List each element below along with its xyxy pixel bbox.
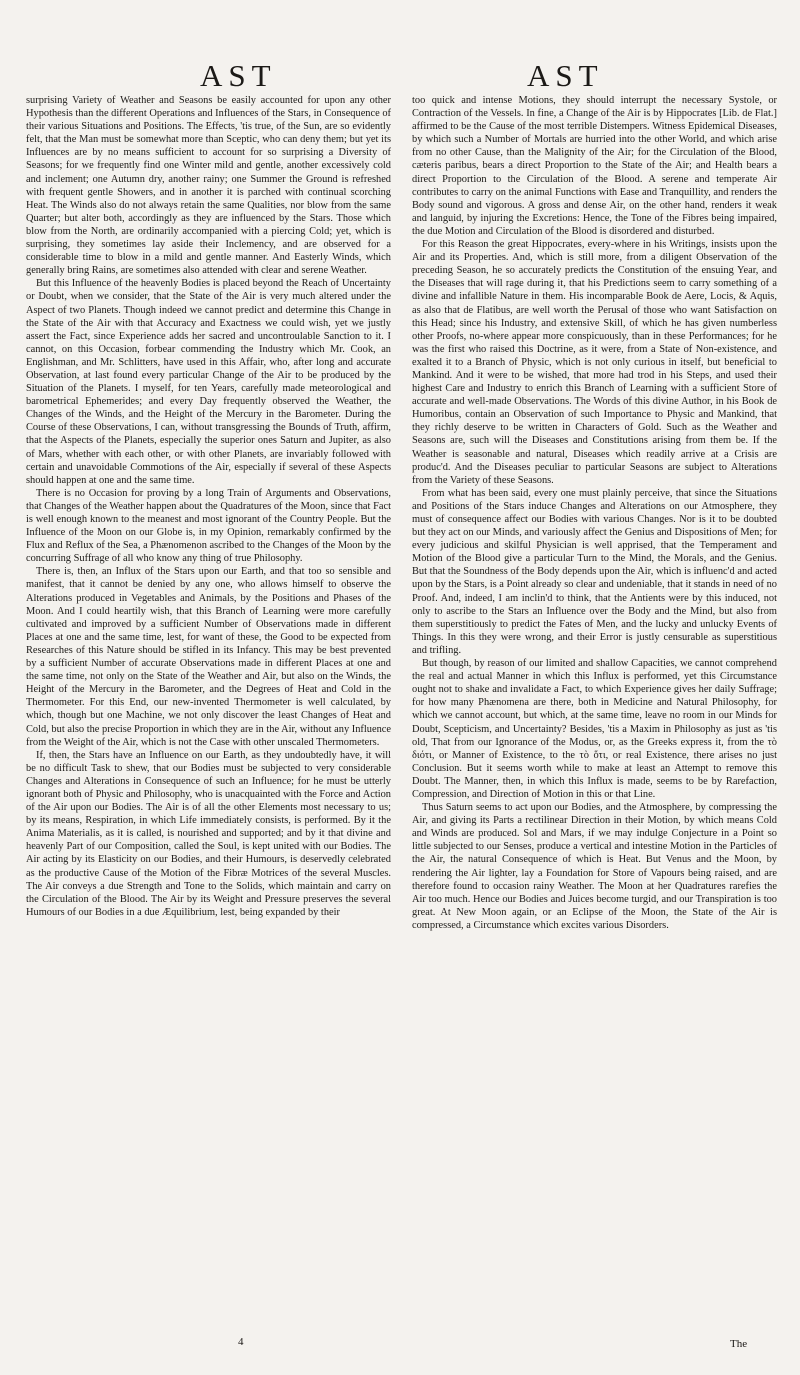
running-head-left: AST bbox=[200, 58, 277, 93]
page-number: 4 bbox=[238, 1336, 244, 1348]
paragraph: But though, by reason of our limited and shallow Capacities, we cannot comprehend the real and actual Manner in which this Influx is performed, yet this Circumstance ought not to shake and invalidate a Fact, to which Experience gives her daily Suffrage; for how many Phænomena are there, both in Medicine and Natural Philosophy, for which we cannot account, but which, at the same time, leave no room in our Minds for Doubt, Scepticism, and Uncertainty? Besides, 'tis a Maxim in Philosophy as just as 'tis old, That from our Ignorance of the Modus, or, as the Greeks express it, from the τὸ διότι, or Manner of Existence, to the τὸ ὅτι, or real Existence, there arises no just Conclusion. But it seems worth while to make at least an Attempt to remove this Doubt. The Manner, then, in which this Influx is made, seems to be by Rarefaction, Compression, and Direction of Motion in this or that Line. bbox=[412, 658, 777, 800]
paragraph: For this Reason the great Hippocrates, every-where in his Writings, insists upon the Air and its Properties. And, which is still more, from a diligent Observation of the preceding Season, he so accurately predicts the Constitution of the ensuing Year, and the Diseases that will rage during it, that his Predictions seem to carry something of a divine and infallible Nature in them. His incomparable Book de Aere, Locis, & Aquis, as also that de Flatibus, are well worth the Perusal of those who want Satisfaction on this Head; since his Industry, and extensive Skill, of which he has given numberless other Proofs, no-where appear more conspicuously, than in these Performances; for he was the first who raised this Doctrine, as it were, from a State of Non-existence, and exalted it to a Branch of Physic, which is not only curious in itself, but beneficial to Mankind. And it were to be wished, that more had trod in his Steps, and used their highest Care and Industry to enrich this Branch of Learning with a sufficient Store of accurate and well-made Observations. The Words of this divine Author, in his Book de Humoribus, contain an Observation of such Importance to Physic and Mankind, that they richly deserve to be written in Characters of Gold. Such as the Weather and Seasons are, such will the Diseases and Constitutions arising from them be. If the Weather is seasonable and natural, Diseases which readily arrive at a Crisis are produc'd. And the Diseases peculiar to particular Seasons are subject to Alterations from the Variety of these Seasons. bbox=[412, 239, 777, 486]
paragraph: There is no Occasion for proving by a long Train of Arguments and Observations, that Changes of the Weather happen about the Quadratures of the Moon, since that Fact is well enough known to the meanest and most ignorant of the Country People. But the Influence of the Moon on our Globe is, in my Opinion, remarkably confirmed by the Flux and Reflux of the Sea, a Phænomenon ascribed to the Changes of the Moon by the concurring Suffrage of all who know any thing of true Philosophy. bbox=[26, 487, 391, 565]
paragraph: There is, then, an Influx of the Stars upon our Earth, and that too so sensible and manifest, that it cannot be denied by any one, who allows himself to observe the Alterations produced in Vegetables and Animals, by the Positions and Phases of the Moon. And I could heartily wish, that this Branch of Learning were more carefully cultivated and improved by a sufficient Number of Observations made in different Places at one and the same time, lest, for want of these, the Good to be expected from Researches of this Nature should be stifled in its Infancy. This may be best prevented by a sufficient Number of accurate Observations made in different Places at one and the same time, not only on the State of the Weather and Air, but also on the Winds, the Height of the Mercury in the Barometer, and the Degrees of Heat and Cold in the Thermometer. For this End, our new-invented Thermometer is well calculated, by which, though but one Machine, we not only discover the least Changes of Heat and Cold, but also the precise Proportion in which they are in the Air, without any Influence from the Weight of the Air, which is not the Case with other unscaled Thermometers. bbox=[26, 566, 391, 748]
running-head-right: AST bbox=[527, 58, 604, 93]
left-column bbox=[26, 94, 391, 1319]
paragraph: From what has been said, every one must plainly perceive, that since the Situations and Positions of the Stars induce Changes and Alterations on our Atmosphere, they must of consequence affect our Bodies with various Changes. Nor is it to be doubted but they act on our Minds, and variously affect the Genius and Dispositions of Men; for every judicious and skilful Physician is well apprised, that the Temperament and Motion of the Blood give a particular Turn to the Mind, the Morals, and the Genius. But that the Soundness of the Body depends upon the Air, which is influenc'd and acted upon by the Stars, is a Point already so clear and undeniable, that it stands in need of no Proof. And, indeed, I am inclin'd to think, that the Antients were by this induced, not only to ascribe to the Stars an Influence over the Body and the Mind, but also from them superstitiously to predict the Fates of Men, and the lucky and unlucky Events of Things. In this they were wrong, and their Error is justly censurable as superstitious and trifling. bbox=[412, 487, 777, 656]
paragraph: But this Influence of the heavenly Bodies is placed beyond the Reach of Uncertainty or Doubt, when we consider, that the State of the Air is very much altered under the Aspect of two Planets. Though indeed we cannot predict and determine this Change in the State of the Air with that Accuracy and Exactness we could wish, yet we justly assert the Fact, since Experience adds her sacred and uncontroulable Sanction to it. I cannot, on this Occasion, forbear commending the Industry which Mr. Cook, an Englishman, and Mr. Schlitters, have used in this Affair, who, after long and accurate Observation, at last found every particular Change of the Air to be produced by the Situation of the Planets. I myself, for ten Years, carefully made meteorological and barometrical Ephemerides; and every Day frequently observed the Weather, the Changes of the Winds, and the Height of the Mercury in the Barometer. During the Course of these Observations, I can, without transgressing the Bounds of Truth, affirm, that the Aspects of the Planets, especially the superior ones Saturn and Jupiter, as also of Mars, whether with each other, or with other Planets, are invariably followed with certain and unavoidable Commotions of the Air, especially if several of these Aspects should happen at one and the same time. bbox=[26, 278, 391, 486]
right-column bbox=[412, 94, 777, 1319]
paragraph: too quick and intense Motions, they should interrupt the necessary Systole, or Contraction of the Vessels. In fine, a Change of the Air is by Hippocrates [Lib. de Flat.] affirmed to be the Cause of the most terrible Distempers. Witness Epidemical Diseases, by which such a Number of Mortals are hurried into the other World, and which arise from no other Cause, than the Malignity of the Air; for the Circulation of the Blood, cæteris paribus, bears a direct Proportion to the State of the Air; and Health bears a direct Proportion to the Circulation of the Blood. A serene and temperate Air contributes to carry on the animal Functions with Ease and Tranquillity, and renders the Body sound and vigorous. A gross and dense Air, on the other hand, renders it weak and languid, by injuring the Excretions: Hence, the Tone of the Fibres being impaired, the due Motion and Circulation of the Blood is disordered and disturbed. bbox=[412, 95, 777, 237]
paragraph: surprising Variety of Weather and Seasons be easily accounted for upon any other Hypothesis than the different Operations and Influences of the Stars, in Consequence of their various Situations and Positions. The Effects, 'tis true, of the Sun, are so evidently felt, that the Man must be somewhat more than Sceptic, who can deny them; but yet its Influences are by no means sufficient to account for so surprising a Diversity of Seasons; for we frequently find one Winter mild and gentle, another excessively cold and inclement; one Autumn dry, another rainy; one Summer the Ground is refreshed with frequent gentle Showers, and in another it is parched with continual scorching Heat. The Winds also do not always retain the same Qualities, nor blow from the same Quarter; but alter both, accordingly as they are influenced by the Stars. Those which blow from the North, are ordinarily accompanied with a piercing Cold; yet, which is surprising, they sometimes lay aside their Inclemency, and are observed for a considerable time to blow in a mild and gentle manner. And Easterly Winds, which generally bring Rains, are sometimes also attended with clear and serene Weather. bbox=[26, 95, 391, 277]
paragraph: Thus Saturn seems to act upon our Bodies, and the Atmosphere, by compressing the Air, and giving its Parts a rectilinear Direction in their Motion, by which means Cold and Winds are produced. Sol and Mars, if we may indulge Conjecture in a Point so little subjected to our Senses, produce a vertical and intestine Motion in the Particles of the Air, the natural Consequence of which is Heat. But Venus and the Moon, by rendering the Air lighter, lay a Foundation for Store of Vapours being raised, and are therefore found to occasion rainy Weather. The Moon at her Quadratures rarefies the Air too much. Hence our Bodies and Juices become turgid, and our Transpiration is too great. At New Moon again, or an Eclipse of the Moon, the State of the Air is compressed, a Circumstance which excites various Disorders. bbox=[412, 802, 777, 931]
paragraph: If, then, the Stars have an Influence on our Earth, as they undoubtedly have, it will be no difficult Task to shew, that our Bodies must be subjected to very considerable Changes and Alterations in Consequence of such an Influence; for he must be utterly ignorant both of Physic and Philosophy, who is unacquainted with the Force and Action of the Air upon our Bodies. The Air is of all the other Elements most necessary to us; by its means, Respiration, in which Life immediately consists, is performed. By it the Anima Materialis, as it is called, is nourished and supported; and by it that divine and heavenly Part of our Composition, called the Soul, is kept united with our Bodies. The Air acting by its Elasticity on our Bodies, and their Humours, is deservedly celebrated as the productive Cause of the Motion of the Fibræ Motrices of the several Muscles. The Air conveys a due Strength and Tone to the Solids, which maintain and carry on the Circulation of the Blood. The Air by its Weight and Pressure preserves the several Humours of our Bodies in a due Æquilibrium, lest, being expanded by their bbox=[26, 749, 391, 918]
catchword: The bbox=[730, 1338, 748, 1350]
